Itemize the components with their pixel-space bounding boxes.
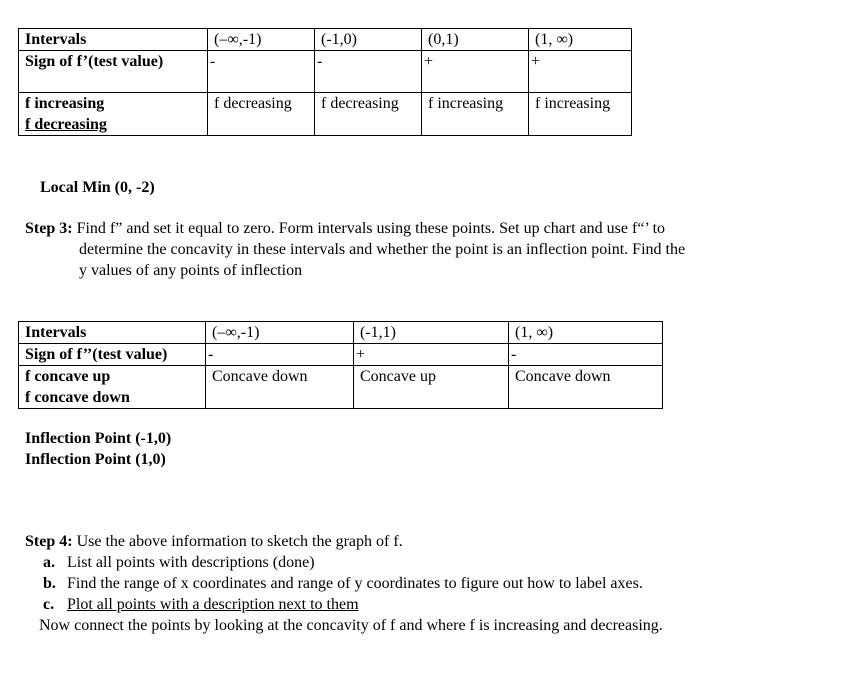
table-cell: f decreasing bbox=[208, 93, 315, 136]
table-row bbox=[19, 93, 632, 136]
table-row bbox=[19, 344, 663, 366]
inflection-point-2: Inflection Point (1,0) bbox=[25, 451, 166, 468]
step3-line-1 bbox=[25, 218, 685, 239]
table-cell: f increasing bbox=[422, 93, 529, 136]
table-cell: f decreasing bbox=[315, 93, 422, 136]
table-cell: (–∞,-1) bbox=[206, 322, 354, 344]
row-label-line: f increasing bbox=[25, 95, 105, 112]
local-min-text: Local Min (0, -2) bbox=[40, 179, 155, 196]
row-label-line: f concave up bbox=[25, 368, 111, 385]
table-cell: Concave down bbox=[206, 366, 354, 409]
table-cell: + bbox=[354, 344, 509, 366]
table-cell: Concave up bbox=[354, 366, 509, 409]
step3-text: Find f” and set it equal to zero. Form intervals using these points. Set up chart and use f“’ to bbox=[76, 220, 666, 237]
row-label bbox=[19, 93, 208, 136]
first-derivative-table bbox=[18, 28, 632, 136]
inflection-points bbox=[25, 428, 171, 470]
step4-label: Step 4: bbox=[25, 533, 73, 550]
row-label: Intervals bbox=[19, 29, 208, 51]
table-cell: (-1,0) bbox=[315, 29, 422, 51]
second-derivative-table bbox=[18, 321, 663, 409]
list-item-text: Find the range of x coordinates and range of y coordinates to figure out how to label axes. bbox=[67, 575, 643, 592]
table-cell: (-1,1) bbox=[354, 322, 509, 344]
row-label: Sign of f’’(test value) bbox=[19, 344, 206, 366]
list-item bbox=[25, 573, 663, 594]
step3-line-2: determine the concavity in these intervals and whether the point is an inflection point. Find the bbox=[79, 241, 686, 258]
table-cell: (0,1) bbox=[422, 29, 529, 51]
table-cell: f increasing bbox=[529, 93, 632, 136]
list-item-text: List all points with descriptions (done) bbox=[67, 554, 315, 571]
step4-text: Use the above information to sketch the graph of f. bbox=[76, 533, 403, 550]
row-label: Sign of f’(test value) bbox=[19, 51, 208, 93]
step3-label: Step 3: bbox=[25, 220, 73, 237]
step4-section bbox=[25, 531, 663, 636]
table-cell: (1, ∞) bbox=[529, 29, 632, 51]
list-marker: a. bbox=[43, 554, 55, 571]
table-cell: - bbox=[208, 51, 315, 93]
table-cell: (1, ∞) bbox=[509, 322, 663, 344]
list-item bbox=[25, 594, 663, 615]
table-row bbox=[19, 322, 663, 344]
list-marker: c. bbox=[43, 596, 55, 613]
table-row bbox=[19, 51, 632, 93]
row-label bbox=[19, 366, 206, 409]
table-cell: - bbox=[509, 344, 663, 366]
table-cell: (–∞,-1) bbox=[208, 29, 315, 51]
table-cell: - bbox=[206, 344, 354, 366]
list-item bbox=[25, 552, 663, 573]
list-marker: b. bbox=[43, 575, 56, 592]
step3-line-3: y values of any points of inflection bbox=[79, 262, 303, 279]
step3-paragraph bbox=[25, 218, 685, 281]
row-label: Intervals bbox=[19, 322, 206, 344]
inflection-point-1: Inflection Point (-1,0) bbox=[25, 430, 172, 447]
table-cell: + bbox=[529, 51, 632, 93]
list-item-text: Plot all points with a description next to them bbox=[67, 596, 359, 613]
table-row bbox=[19, 366, 663, 409]
step4-heading bbox=[25, 531, 663, 552]
step4-closing: Now connect the points by looking at the concavity of f and where f is increasing and decreasing. bbox=[39, 617, 663, 634]
table-cell: - bbox=[315, 51, 422, 93]
table-row bbox=[19, 29, 632, 51]
row-label-line: f decreasing bbox=[25, 116, 107, 133]
row-label-line: f concave down bbox=[25, 389, 130, 406]
table-cell: + bbox=[422, 51, 529, 93]
table-cell: Concave down bbox=[509, 366, 663, 409]
